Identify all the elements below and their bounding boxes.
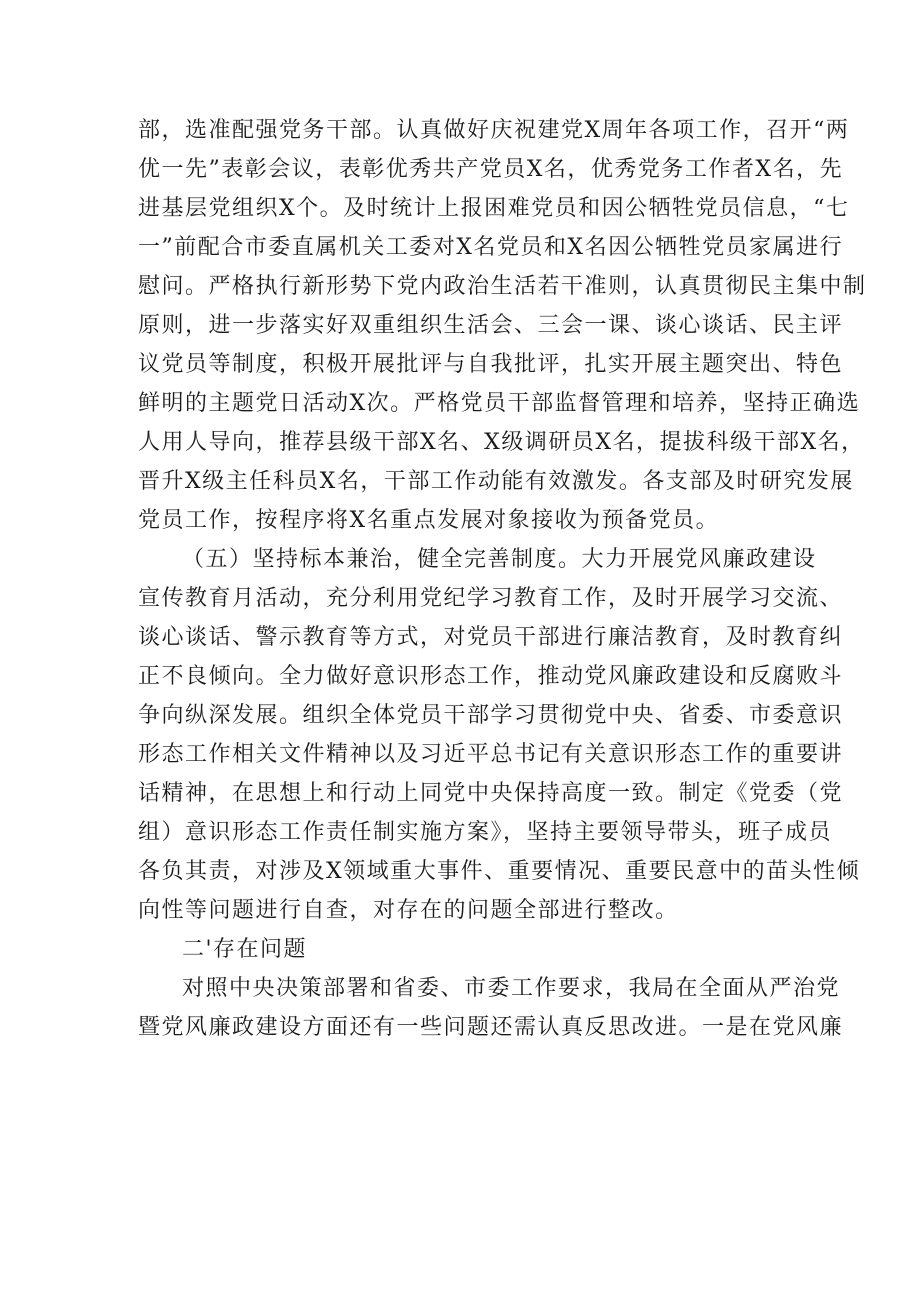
text-line: 鲜明的主题党日活动X次。严格党员干部监督管理和培养，坚持正确选 [138, 391, 861, 416]
heading-problems [138, 930, 788, 969]
text-line: 进基层党组织X个。及时统计上报困难党员和因公牺牲党员信息，“七 [138, 196, 850, 221]
para-problems [138, 969, 844, 1047]
text-line: 暨党风廉政建设方面还有一些问题还需认真反思改进。一是在党风廉 [138, 1015, 844, 1040]
text-line: 议党员等制度，积极开展批评与自我批评，扎实开展主题突出、特色 [138, 352, 844, 377]
text-line: 组）意识形态工作责任制实施方案》，坚持主要领导带头，班子成员 [138, 820, 833, 845]
text-line: 晋升X级主任科员X名，干部工作动能有效激发。各支部及时研究发展 [138, 469, 854, 494]
text-line: 优一先”表彰会议，表彰优秀共产党员X名，优秀党务工作者X名，先 [138, 157, 844, 182]
text-line: 话精神，在思想上和行动上同党中央保持高度一致。制定《党委（党 [138, 781, 844, 806]
text-line: 人用人导向，推荐县级干部X名、X级调研员X名，提拔科级干部X名， [138, 430, 865, 455]
text-line: 形态工作相关文件精神以及习近平总书记有关意识形态工作的重要讲 [138, 742, 844, 767]
text-line: 正不良倾向。全力做好意识形态工作，推动党风廉政建设和反腐败斗 [138, 664, 844, 689]
text-line: 宣传教育月活动，充分利用党纪学习教育工作，及时开展学习交流、 [138, 586, 844, 611]
para-party-building [138, 111, 867, 540]
text-line: 向性等问题进行自查，对存在的问题全部进行整改。 [138, 898, 679, 923]
document-body [138, 111, 867, 1047]
section-heading: 二'存在问题 [182, 937, 308, 962]
text-line: 党员工作，按程序将X名重点发展对象接收为预备党员。 [138, 508, 720, 533]
text-line: 原则，进一步落实好双重组织生活会、三会一课、谈心谈话、民主评 [138, 313, 844, 338]
text-line: 各负其责，对涉及X领域重大事件、重要情况、重要民意中的苗头性倾 [138, 859, 861, 884]
para-section-five [138, 540, 861, 930]
text-line: 一”前配合市委直属机关工委对X名党员和X名因公牺牲党员家属进行 [138, 235, 844, 260]
text-line: 谈心谈话、警示教育等方式，对党员干部进行廉洁教育，及时教育纠 [138, 625, 844, 650]
text-line: （五）坚持标本兼治，健全完善制度。大力开展党风廉政建设 [182, 547, 817, 572]
text-line: 部，选准配强党务干部。认真做好庆祝建党X周年各项工作，召开“两 [138, 118, 850, 143]
text-line: 争向纵深发展。组织全体党员干部学习贯彻党中央、省委、市委意识 [138, 703, 844, 728]
text-line: 对照中央决策部署和省委、市委工作要求，我局在全面从严治党 [182, 976, 841, 1001]
text-line: 慰问。严格执行新形势下党内政治生活若干准则，认真贯彻民主集中制 [138, 274, 867, 299]
